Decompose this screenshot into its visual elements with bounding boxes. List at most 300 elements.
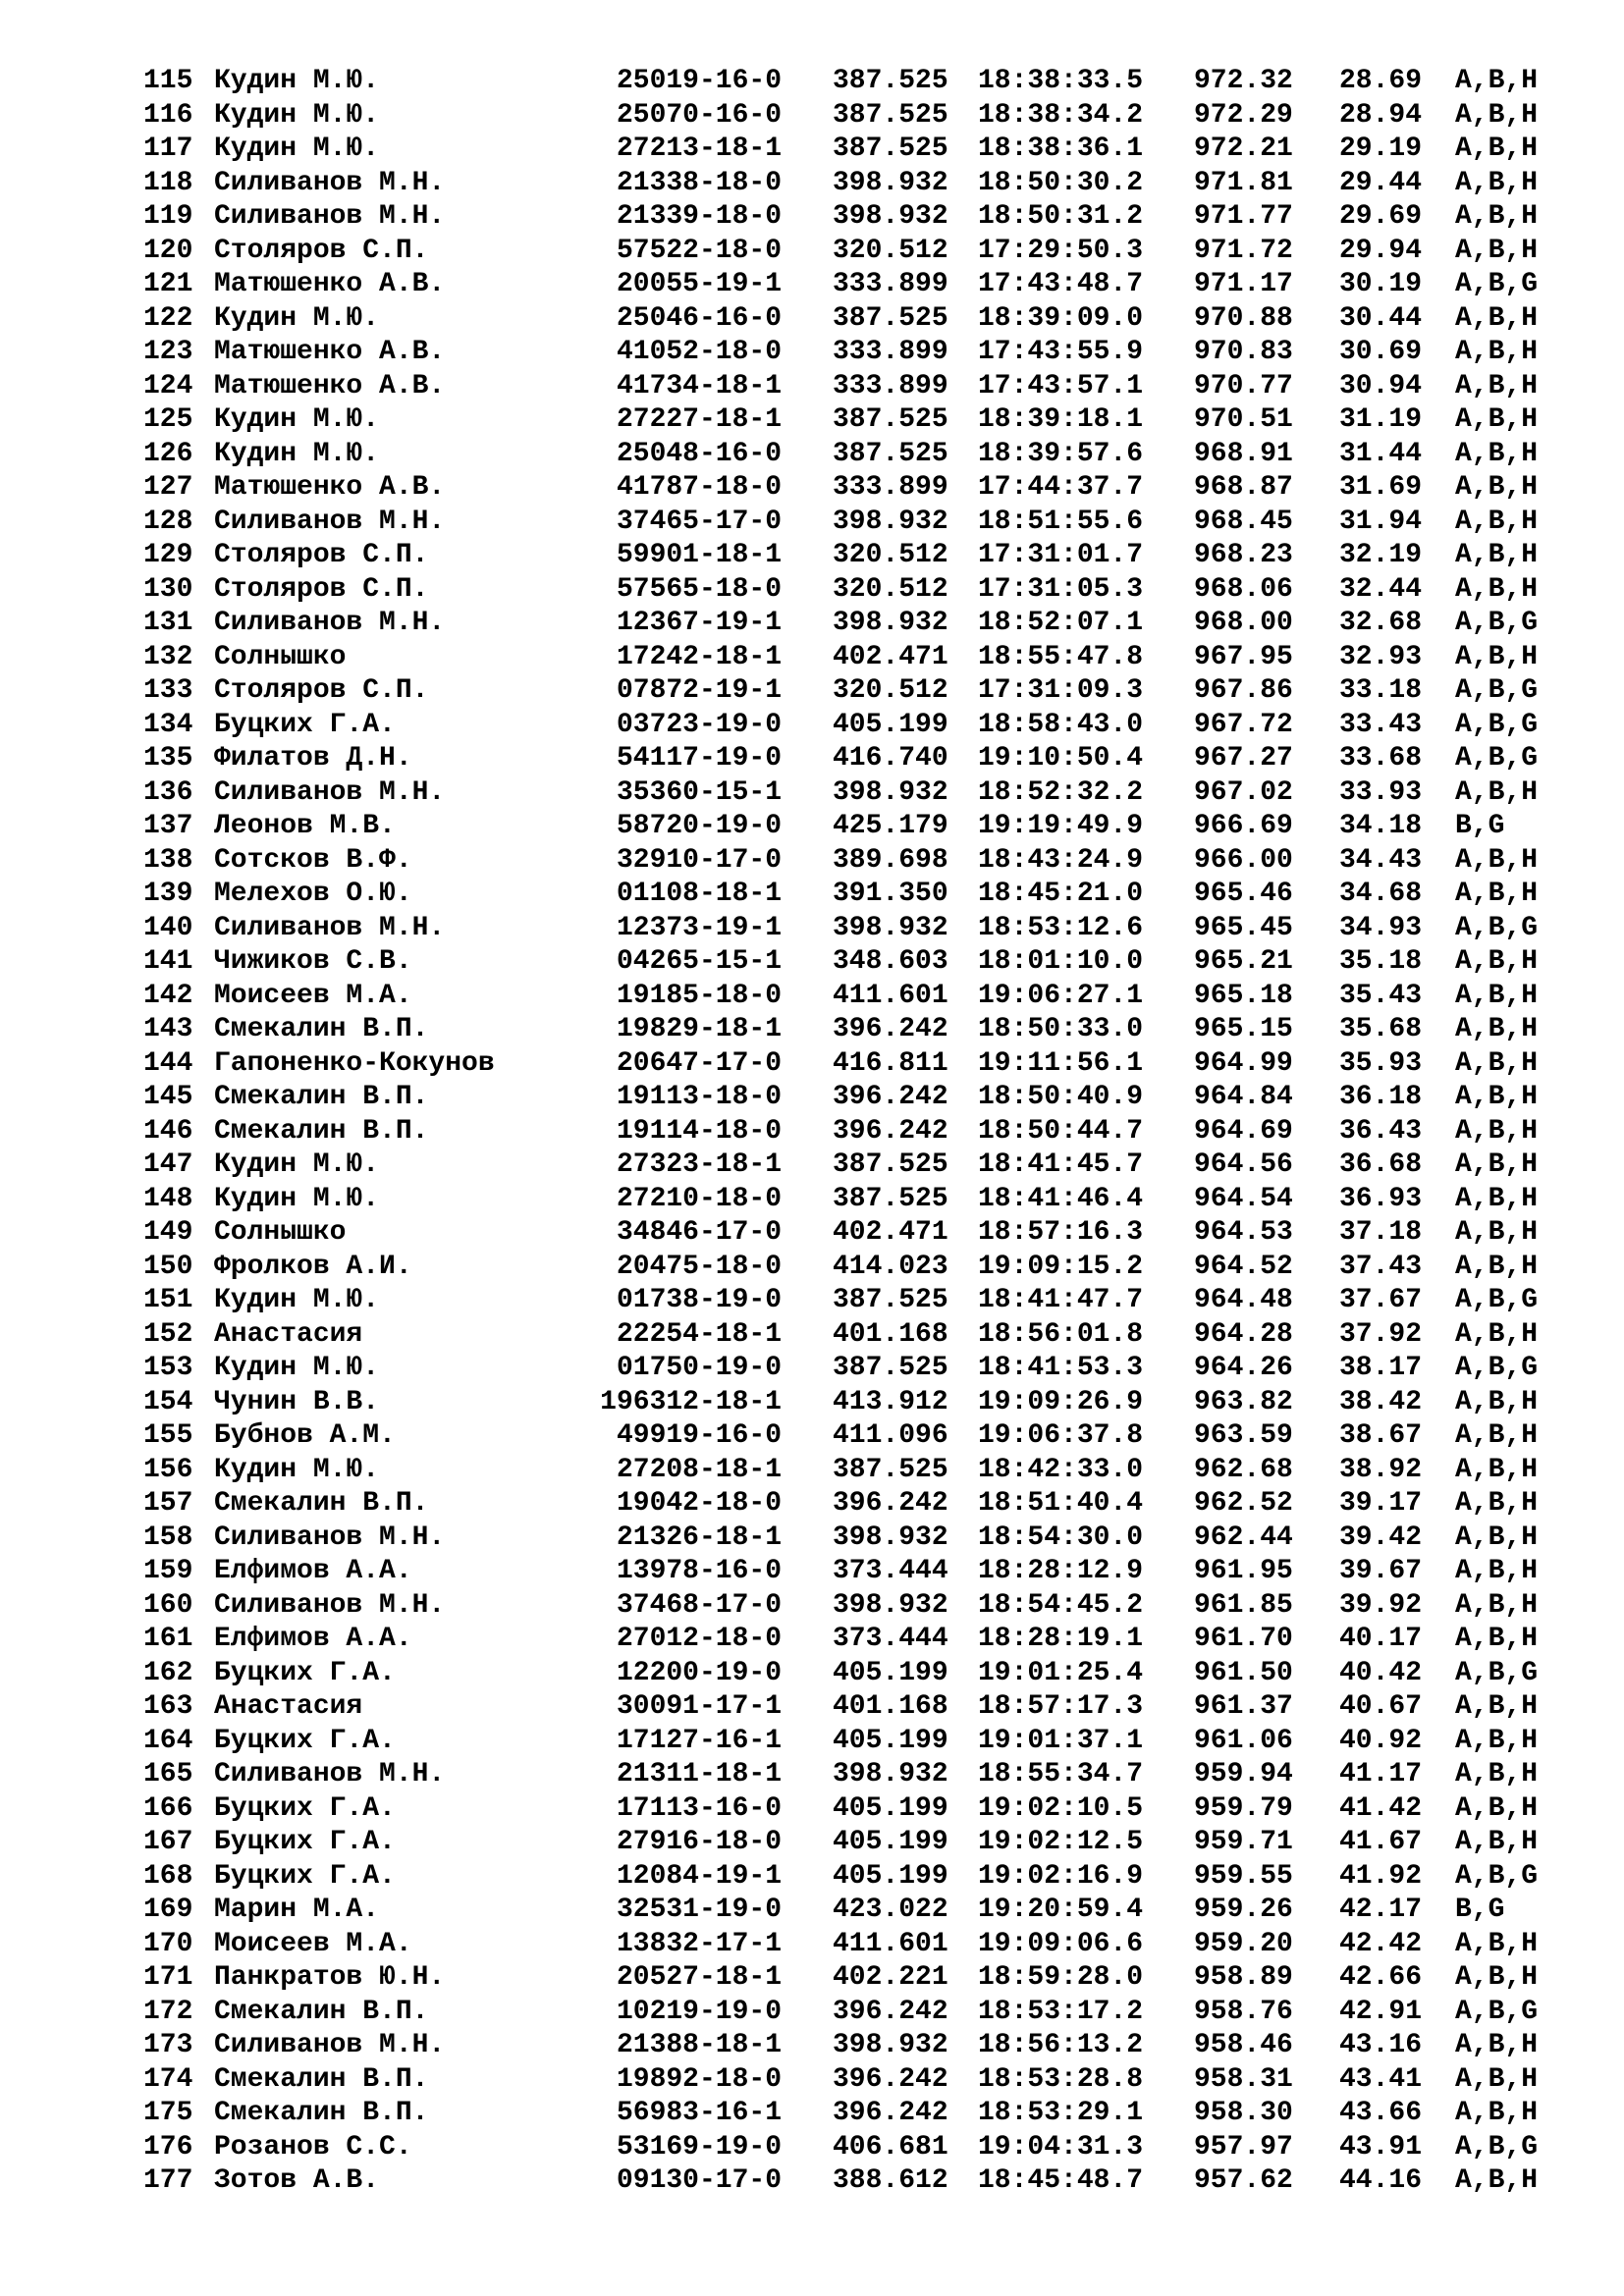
speed: 965.45 [1194, 912, 1293, 943]
table-row [0, 1419, 1624, 1454]
classes: B,G [1455, 1895, 1505, 1925]
place-number: 154 [143, 1386, 193, 1417]
speed: 962.68 [1194, 1454, 1293, 1485]
points: 39.67 [1339, 1556, 1423, 1586]
table-row [0, 1115, 1624, 1149]
speed: 968.91 [1194, 438, 1293, 469]
points: 35.93 [1339, 1047, 1423, 1079]
classes: A,B,H [1455, 1827, 1539, 1857]
place-number: 115 [143, 66, 193, 96]
arrival-time: 19:02:12.5 [978, 1827, 1144, 1857]
speed: 967.02 [1194, 776, 1293, 808]
arrival-time: 19:04:31.3 [978, 2131, 1144, 2163]
fancier-name: Сотсков В.Ф. [214, 844, 412, 876]
distance: 411.096 [833, 1420, 948, 1451]
points: 39.42 [1339, 1522, 1423, 1553]
points: 36.43 [1339, 1115, 1423, 1147]
speed: 970.77 [1194, 370, 1293, 401]
speed: 971.17 [1194, 269, 1293, 299]
points: 29.19 [1339, 133, 1423, 164]
table-row [0, 2029, 1624, 2063]
ring-number: 12200-19-0 [616, 1657, 782, 1688]
points: 35.43 [1339, 980, 1423, 1011]
fancier-name: Матюшенко А.В. [214, 370, 446, 401]
ring-number: 58720-19-0 [616, 811, 782, 841]
fancier-name: Фролков А.И. [214, 1251, 412, 1282]
ring-number: 41734-18-1 [616, 370, 782, 401]
classes: A,B,G [1455, 912, 1539, 943]
ring-number: 21388-18-1 [616, 2030, 782, 2060]
place-number: 129 [143, 540, 193, 570]
classes: A,B,H [1455, 1115, 1539, 1147]
table-row [0, 1725, 1624, 1759]
distance: 398.932 [833, 776, 948, 808]
fancier-name: Мелехов О.Ю. [214, 879, 412, 909]
ring-number: 17242-18-1 [616, 641, 782, 672]
distance: 320.512 [833, 573, 948, 605]
place-number: 130 [143, 573, 193, 605]
distance: 411.601 [833, 1928, 948, 1959]
table-row [0, 1454, 1624, 1488]
table-row [0, 438, 1624, 472]
table-row [0, 1758, 1624, 1792]
arrival-time: 18:38:36.1 [978, 133, 1144, 164]
points: 30.69 [1339, 337, 1423, 367]
table-row [0, 607, 1624, 641]
distance: 333.899 [833, 370, 948, 401]
speed: 959.26 [1194, 1895, 1293, 1925]
ring-number: 37468-17-0 [616, 1589, 782, 1621]
distance: 406.681 [833, 2131, 948, 2163]
classes: A,B,H [1455, 2063, 1539, 2095]
points: 35.68 [1339, 1014, 1423, 1044]
ring-number: 25046-16-0 [616, 302, 782, 334]
arrival-time: 19:11:56.1 [978, 1047, 1144, 1079]
speed: 958.30 [1194, 2098, 1293, 2128]
classes: A,B,H [1455, 879, 1539, 909]
arrival-time: 18:52:07.1 [978, 608, 1144, 638]
speed: 962.52 [1194, 1488, 1293, 1519]
classes: A,B,H [1455, 1589, 1539, 1621]
table-row [0, 200, 1624, 235]
points: 30.44 [1339, 302, 1423, 334]
ring-number: 21311-18-1 [616, 1759, 782, 1789]
arrival-time: 18:01:10.0 [978, 946, 1144, 977]
arrival-time: 17:43:57.1 [978, 370, 1144, 401]
arrival-time: 18:50:44.7 [978, 1115, 1144, 1147]
points: 43.16 [1339, 2030, 1423, 2060]
arrival-time: 18:57:16.3 [978, 1217, 1144, 1248]
distance: 387.525 [833, 66, 948, 96]
place-number: 133 [143, 675, 193, 706]
table-row [0, 1352, 1624, 1386]
classes: A,B,H [1455, 404, 1539, 435]
place-number: 161 [143, 1624, 193, 1654]
points: 43.66 [1339, 2098, 1423, 2128]
distance: 387.525 [833, 1353, 948, 1383]
table-row [0, 1555, 1624, 1589]
table-row [0, 1081, 1624, 1115]
table-row [0, 235, 1624, 269]
place-number: 147 [143, 1149, 193, 1180]
speed: 971.81 [1194, 167, 1293, 198]
distance: 405.199 [833, 709, 948, 740]
speed: 964.53 [1194, 1217, 1293, 1248]
ring-number: 12084-19-1 [616, 1860, 782, 1892]
ring-number: 01108-18-1 [616, 879, 782, 909]
points: 34.43 [1339, 844, 1423, 876]
distance: 401.168 [833, 1318, 948, 1350]
place-number: 167 [143, 1827, 193, 1857]
ring-number: 20527-18-1 [616, 1962, 782, 1993]
arrival-time: 18:28:19.1 [978, 1624, 1144, 1654]
speed: 970.51 [1194, 404, 1293, 435]
classes: A,B,H [1455, 1386, 1539, 1417]
speed: 970.88 [1194, 302, 1293, 334]
place-number: 172 [143, 1996, 193, 2027]
classes: A,B,H [1455, 946, 1539, 977]
arrival-time: 18:39:57.6 [978, 438, 1144, 469]
ring-number: 53169-19-0 [616, 2131, 782, 2163]
arrival-time: 18:53:29.1 [978, 2098, 1144, 2128]
classes: A,B,H [1455, 1251, 1539, 1282]
fancier-name: Столяров С.П. [214, 540, 429, 570]
classes: A,B,H [1455, 980, 1539, 1011]
place-number: 127 [143, 472, 193, 503]
arrival-time: 17:43:48.7 [978, 269, 1144, 299]
place-number: 162 [143, 1657, 193, 1688]
speed: 968.23 [1194, 540, 1293, 570]
table-row [0, 709, 1624, 743]
table-row [0, 403, 1624, 438]
points: 33.68 [1339, 743, 1423, 774]
distance: 396.242 [833, 1115, 948, 1147]
place-number: 137 [143, 811, 193, 841]
place-number: 135 [143, 743, 193, 774]
arrival-time: 18:43:24.9 [978, 844, 1144, 876]
distance: 373.444 [833, 1624, 948, 1654]
table-row [0, 878, 1624, 912]
points: 33.43 [1339, 709, 1423, 740]
classes: A,B,H [1455, 1217, 1539, 1248]
distance: 402.221 [833, 1962, 948, 1993]
distance: 333.899 [833, 472, 948, 503]
distance: 387.525 [833, 1149, 948, 1180]
arrival-time: 18:41:45.7 [978, 1149, 1144, 1180]
arrival-time: 18:50:33.0 [978, 1014, 1144, 1044]
table-row [0, 776, 1624, 811]
fancier-name: Моисеев М.А. [214, 980, 412, 1011]
fancier-name: Столяров С.П. [214, 235, 429, 266]
table-row [0, 1251, 1624, 1285]
ring-number: 30091-17-1 [616, 1691, 782, 1722]
points: 32.93 [1339, 641, 1423, 672]
speed: 963.82 [1194, 1386, 1293, 1417]
place-number: 175 [143, 2098, 193, 2128]
speed: 961.95 [1194, 1556, 1293, 1586]
place-number: 169 [143, 1895, 193, 1925]
speed: 972.29 [1194, 99, 1293, 131]
speed: 965.46 [1194, 879, 1293, 909]
place-number: 151 [143, 1285, 193, 1315]
distance: 414.023 [833, 1251, 948, 1282]
ring-number: 17127-16-1 [616, 1725, 782, 1756]
arrival-time: 18:45:21.0 [978, 879, 1144, 909]
points: 43.41 [1339, 2063, 1423, 2095]
speed: 959.94 [1194, 1759, 1293, 1789]
ring-number: 25070-16-0 [616, 99, 782, 131]
points: 33.18 [1339, 675, 1423, 706]
arrival-time: 18:53:17.2 [978, 1996, 1144, 2027]
classes: A,B,H [1455, 2098, 1539, 2128]
points: 40.17 [1339, 1624, 1423, 1654]
distance: 387.525 [833, 438, 948, 469]
fancier-name: Кудин М.Ю. [214, 1353, 380, 1383]
ring-number: 25019-16-0 [616, 66, 782, 96]
fancier-name: Солнышко [214, 641, 347, 672]
distance: 333.899 [833, 337, 948, 367]
table-row [0, 2097, 1624, 2131]
points: 42.91 [1339, 1996, 1423, 2027]
place-number: 166 [143, 1792, 193, 1824]
ring-number: 34846-17-0 [616, 1217, 782, 1248]
arrival-time: 18:45:48.7 [978, 2165, 1144, 2196]
fancier-name: Чунин В.В. [214, 1386, 380, 1417]
speed: 972.32 [1194, 66, 1293, 96]
classes: A,B,H [1455, 1420, 1539, 1451]
fancier-name: Смекалин В.П. [214, 2098, 429, 2128]
table-row [0, 1284, 1624, 1318]
classes: A,B,H [1455, 1691, 1539, 1722]
arrival-time: 18:50:31.2 [978, 201, 1144, 232]
table-row [0, 336, 1624, 370]
distance: 413.912 [833, 1386, 948, 1417]
fancier-name: Смекалин В.П. [214, 1082, 429, 1112]
arrival-time: 17:29:50.3 [978, 235, 1144, 266]
ring-number: 56983-16-1 [616, 2098, 782, 2128]
distance: 411.601 [833, 980, 948, 1011]
points: 42.66 [1339, 1962, 1423, 1993]
ring-number: 09130-17-0 [616, 2165, 782, 2196]
speed: 958.89 [1194, 1962, 1293, 1993]
points: 40.67 [1339, 1691, 1423, 1722]
table-row [0, 1961, 1624, 1996]
fancier-name: Матюшенко А.В. [214, 472, 446, 503]
points: 39.92 [1339, 1589, 1423, 1621]
arrival-time: 18:55:34.7 [978, 1759, 1144, 1789]
arrival-time: 18:50:40.9 [978, 1082, 1144, 1112]
arrival-time: 19:10:50.4 [978, 743, 1144, 774]
fancier-name: Силиванов М.Н. [214, 201, 446, 232]
points: 32.44 [1339, 573, 1423, 605]
classes: A,B,G [1455, 709, 1539, 740]
ring-number: 49919-16-0 [616, 1420, 782, 1451]
distance: 388.612 [833, 2165, 948, 2196]
classes: A,B,H [1455, 438, 1539, 469]
classes: A,B,H [1455, 506, 1539, 537]
arrival-time: 18:57:17.3 [978, 1691, 1144, 1722]
arrival-time: 19:19:49.9 [978, 811, 1144, 841]
ring-number: 13832-17-1 [616, 1928, 782, 1959]
table-row [0, 2063, 1624, 2098]
classes: A,B,H [1455, 573, 1539, 605]
speed: 968.06 [1194, 573, 1293, 605]
ring-number: 19185-18-0 [616, 980, 782, 1011]
table-row [0, 1522, 1624, 1556]
table-row [0, 471, 1624, 506]
fancier-name: Розанов С.С. [214, 2131, 412, 2163]
arrival-time: 17:44:37.7 [978, 472, 1144, 503]
ring-number: 01750-19-0 [616, 1353, 782, 1383]
distance: 391.350 [833, 879, 948, 909]
fancier-name: Столяров С.П. [214, 573, 429, 605]
table-row [0, 1996, 1624, 2030]
classes: A,B,G [1455, 1657, 1539, 1688]
ring-number: 04265-15-1 [616, 946, 782, 977]
points: 37.18 [1339, 1217, 1423, 1248]
fancier-name: Силиванов М.Н. [214, 1522, 446, 1553]
place-number: 124 [143, 370, 193, 401]
place-number: 122 [143, 302, 193, 334]
ring-number: 19042-18-0 [616, 1488, 782, 1519]
fancier-name: Буцких Г.А. [214, 1792, 396, 1824]
fancier-name: Буцких Г.А. [214, 1827, 396, 1857]
speed: 964.54 [1194, 1183, 1293, 1214]
place-number: 123 [143, 337, 193, 367]
classes: A,B,H [1455, 201, 1539, 232]
speed: 964.69 [1194, 1115, 1293, 1147]
table-row [0, 1386, 1624, 1420]
arrival-time: 18:38:33.5 [978, 66, 1144, 96]
place-number: 177 [143, 2165, 193, 2196]
arrival-time: 18:54:30.0 [978, 1522, 1144, 1553]
arrival-time: 18:56:01.8 [978, 1318, 1144, 1350]
points: 36.93 [1339, 1183, 1423, 1214]
fancier-name: Буцких Г.А. [214, 1860, 396, 1892]
speed: 964.28 [1194, 1318, 1293, 1350]
fancier-name: Буцких Г.А. [214, 1657, 396, 1688]
fancier-name: Смекалин В.П. [214, 1014, 429, 1044]
points: 44.16 [1339, 2165, 1423, 2196]
distance: 405.199 [833, 1827, 948, 1857]
ring-number: 54117-19-0 [616, 743, 782, 774]
table-row [0, 506, 1624, 540]
distance: 405.199 [833, 1657, 948, 1688]
points: 31.44 [1339, 438, 1423, 469]
place-number: 164 [143, 1725, 193, 1756]
ring-number: 19114-18-0 [616, 1115, 782, 1147]
classes: A,B,G [1455, 675, 1539, 706]
ring-number: 19829-18-1 [616, 1014, 782, 1044]
place-number: 143 [143, 1014, 193, 1044]
speed: 958.31 [1194, 2063, 1293, 2095]
ring-number: 12373-19-1 [616, 912, 782, 943]
distance: 320.512 [833, 675, 948, 706]
table-row [0, 1860, 1624, 1895]
speed: 967.72 [1194, 709, 1293, 740]
classes: A,B,H [1455, 1149, 1539, 1180]
place-number: 160 [143, 1589, 193, 1621]
speed: 959.71 [1194, 1827, 1293, 1857]
ring-number: 27916-18-0 [616, 1827, 782, 1857]
table-row [0, 912, 1624, 946]
distance: 396.242 [833, 1996, 948, 2027]
classes: A,B,H [1455, 641, 1539, 672]
classes: A,B,G [1455, 1996, 1539, 2027]
points: 38.42 [1339, 1386, 1423, 1417]
ring-number: 19892-18-0 [616, 2063, 782, 2095]
fancier-name: Панкратов Ю.Н. [214, 1962, 446, 1993]
table-row [0, 539, 1624, 573]
ring-number: 32531-19-0 [616, 1895, 782, 1925]
distance: 396.242 [833, 2098, 948, 2128]
place-number: 146 [143, 1115, 193, 1147]
points: 31.94 [1339, 506, 1423, 537]
place-number: 128 [143, 506, 193, 537]
distance: 320.512 [833, 235, 948, 266]
ring-number: 37465-17-0 [616, 506, 782, 537]
speed: 966.00 [1194, 844, 1293, 876]
ring-number: 07872-19-1 [616, 675, 782, 706]
table-row [0, 641, 1624, 675]
classes: A,B,H [1455, 1454, 1539, 1485]
arrival-time: 19:02:16.9 [978, 1860, 1144, 1892]
arrival-time: 18:59:28.0 [978, 1962, 1144, 1993]
points: 30.94 [1339, 370, 1423, 401]
table-row [0, 1623, 1624, 1657]
ring-number: 19113-18-0 [616, 1082, 782, 1112]
table-row [0, 167, 1624, 201]
ring-number: 35360-15-1 [616, 776, 782, 808]
fancier-name: Зотов А.В. [214, 2165, 380, 2196]
ring-number: 27012-18-0 [616, 1624, 782, 1654]
speed: 968.00 [1194, 608, 1293, 638]
speed: 964.26 [1194, 1353, 1293, 1383]
arrival-time: 19:09:15.2 [978, 1251, 1144, 1282]
fancier-name: Силиванов М.Н. [214, 1759, 446, 1789]
place-number: 126 [143, 438, 193, 469]
speed: 967.95 [1194, 641, 1293, 672]
points: 38.17 [1339, 1353, 1423, 1383]
distance: 387.525 [833, 133, 948, 164]
place-number: 149 [143, 1217, 193, 1248]
ring-number: 196312-18-1 [600, 1386, 782, 1417]
points: 40.42 [1339, 1657, 1423, 1688]
place-number: 136 [143, 776, 193, 808]
speed: 958.46 [1194, 2030, 1293, 2060]
speed: 965.15 [1194, 1014, 1293, 1044]
classes: A,B,H [1455, 1928, 1539, 1959]
distance: 398.932 [833, 506, 948, 537]
classes: A,B,H [1455, 472, 1539, 503]
ring-number: 21339-18-0 [616, 201, 782, 232]
points: 28.94 [1339, 99, 1423, 131]
place-number: 170 [143, 1928, 193, 1959]
distance: 405.199 [833, 1860, 948, 1892]
fancier-name: Матюшенко А.В. [214, 269, 446, 299]
speed: 964.84 [1194, 1082, 1293, 1112]
place-number: 125 [143, 404, 193, 435]
place-number: 171 [143, 1962, 193, 1993]
speed: 961.50 [1194, 1657, 1293, 1688]
speed: 961.06 [1194, 1725, 1293, 1756]
distance: 396.242 [833, 1488, 948, 1519]
place-number: 158 [143, 1522, 193, 1553]
points: 42.42 [1339, 1928, 1423, 1959]
place-number: 165 [143, 1759, 193, 1789]
arrival-time: 18:41:46.4 [978, 1183, 1144, 1214]
table-row [0, 1216, 1624, 1251]
